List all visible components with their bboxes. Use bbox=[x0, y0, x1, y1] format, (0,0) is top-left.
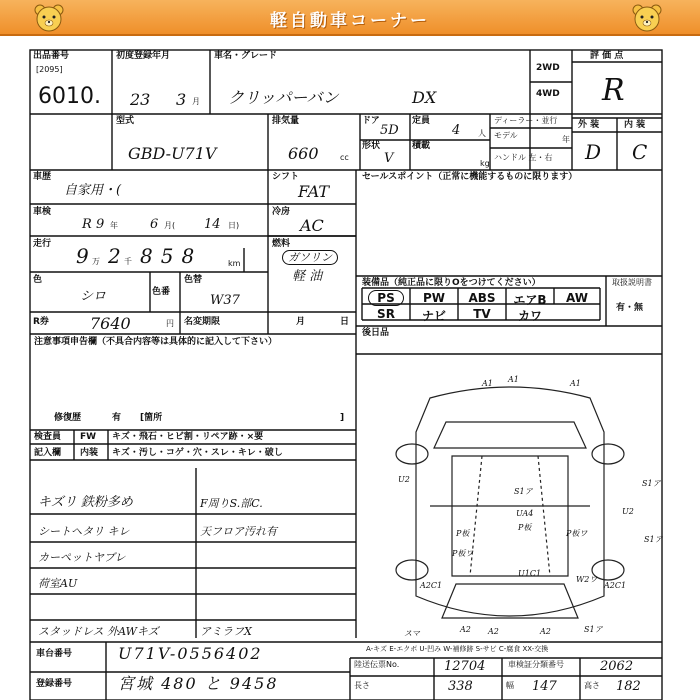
name-change-month: 月 bbox=[296, 317, 306, 327]
length-label: 長さ bbox=[354, 681, 370, 690]
card-label: 陸送伝票No. bbox=[354, 660, 400, 669]
mark-p-right: P板ワ bbox=[566, 529, 588, 538]
shift-value: FAT bbox=[298, 182, 330, 201]
remark-right-2: 天フロア汚れ有 bbox=[200, 525, 277, 538]
mark-p-left: P板 bbox=[456, 529, 470, 538]
name-label: 車名・グレード bbox=[214, 51, 278, 61]
bear-mascot-icon bbox=[630, 3, 664, 33]
equip-sr: SR bbox=[377, 307, 395, 321]
fuel-label: 燃料 bbox=[272, 239, 291, 249]
mark-s1-right: S1ア bbox=[642, 479, 661, 488]
height-label: 高さ bbox=[584, 681, 600, 690]
mark-a1-front-mid: A1 bbox=[508, 375, 519, 384]
mark-s1-top: S1ア bbox=[514, 487, 533, 496]
model-code: GBD-U71V bbox=[128, 144, 217, 163]
color-no-label: 色番 bbox=[152, 287, 171, 297]
banner-title: 軽自動車コーナー bbox=[270, 11, 430, 31]
repair-label: 修復歴 bbox=[54, 413, 82, 423]
drive-2wd: 2WD bbox=[536, 63, 560, 73]
model-year-label: モデル bbox=[494, 131, 518, 140]
chassis-label: 車台番号 bbox=[36, 649, 73, 659]
equip-aw: AW bbox=[566, 291, 588, 305]
mark-p-left-rear: P板ワ bbox=[452, 549, 474, 558]
mark-u2-right: U2 bbox=[622, 507, 634, 516]
mark-a1-front-right: A1 bbox=[570, 379, 581, 388]
grade: DX bbox=[412, 88, 437, 107]
equip-ps: PS bbox=[368, 290, 404, 306]
fw-head: FW bbox=[80, 432, 97, 442]
door-value: 5D bbox=[380, 123, 399, 138]
inspect-month: 6 bbox=[150, 217, 159, 232]
drive-4wd: 4WD bbox=[536, 89, 560, 99]
mark-w2: W2ワ bbox=[576, 575, 598, 584]
mileage-rest: 858 bbox=[140, 244, 203, 268]
mark-a2c1-left: A2C1 bbox=[420, 581, 443, 590]
mark-s1-right-rear: S1ア bbox=[644, 535, 663, 544]
mileage-unit: km bbox=[228, 259, 241, 268]
mark-a2-rear-right: A2 bbox=[540, 627, 551, 636]
header-banner bbox=[0, 0, 700, 36]
capacity-label: 定員 bbox=[412, 116, 431, 126]
inspect-year: 9 bbox=[96, 217, 105, 232]
repair-end: ] bbox=[340, 413, 345, 423]
owner-manual-value: 有・無 bbox=[616, 303, 644, 313]
usage-label: 車歴 bbox=[33, 172, 52, 182]
recycle-value: 7640 bbox=[90, 314, 131, 333]
lot-number: 6010. bbox=[38, 84, 101, 109]
reg-no-label: 登録番号 bbox=[36, 679, 73, 689]
mark-a1-front-left: A1 bbox=[482, 379, 493, 388]
chassis-number: U71V-0556402 bbox=[118, 644, 263, 663]
dealer-label: ディーラー・並行 bbox=[494, 116, 558, 125]
lot-label: 出品番号 bbox=[33, 51, 70, 61]
capacity-unit: 人 bbox=[478, 129, 486, 138]
inspect-label: 車検 bbox=[33, 207, 52, 217]
length-value: 338 bbox=[448, 679, 473, 694]
mark-p-roof: P板 bbox=[518, 523, 532, 532]
owner-manual-label: 取扱説明書 bbox=[612, 278, 652, 287]
color-code: W37 bbox=[210, 293, 240, 308]
equip-airbag: エアB bbox=[513, 293, 547, 307]
repair-value: 有 bbox=[112, 413, 122, 423]
color-code-label: 色替 bbox=[184, 275, 203, 285]
equip-navi: ナビ bbox=[421, 309, 446, 323]
notes-label: 注意事項申告欄（不具合内容等は具体的に記入して下さい） bbox=[34, 337, 278, 347]
cc-unit: cc bbox=[340, 153, 349, 162]
auction-sheet bbox=[0, 36, 700, 700]
remark-left-3: カーペットヤブレ bbox=[38, 551, 126, 564]
mark-u2-left: U2 bbox=[398, 475, 410, 484]
reg-month: 3 bbox=[176, 90, 187, 109]
mark-sma: スマ bbox=[404, 629, 420, 638]
interior-head: 内装 bbox=[80, 448, 99, 458]
fw-defects: キズ・飛石・ヒビ割・リペア跡・×要 bbox=[112, 432, 264, 442]
handle-label: ハンドル 左・右 bbox=[494, 153, 553, 162]
door-label: ドア bbox=[362, 116, 380, 126]
cc-value: 660 bbox=[288, 144, 319, 163]
mark-s1-rear: S1ア bbox=[584, 625, 603, 634]
recycle-label: R券 bbox=[33, 317, 49, 327]
remark-left-1: キズリ 鉄粉多め bbox=[38, 495, 133, 510]
equipment-label: 装備品（純正品に限りOをつけてください） bbox=[362, 278, 541, 288]
ext-label: 外 装 bbox=[578, 120, 600, 130]
fuel-diesel: 軽 油 bbox=[292, 269, 323, 284]
shape-label: 形状 bbox=[362, 141, 381, 151]
cool-label: 冷房 bbox=[272, 207, 291, 217]
capacity-value: 4 bbox=[452, 123, 461, 138]
inspector-label: 検査員 bbox=[34, 432, 62, 442]
sales-point-label: セールスポイント（正常に機能するものに限ります） bbox=[362, 172, 578, 182]
equip-leather: カワ bbox=[517, 309, 542, 323]
seq-value: 2062 bbox=[600, 659, 634, 674]
score-label: 評 価 点 bbox=[590, 51, 624, 61]
reg-year: 23 bbox=[130, 90, 151, 109]
interior-defects: キズ・汚し・コゲ・穴・スレ・キレ・破し bbox=[112, 448, 283, 458]
width-label: 幅 bbox=[506, 681, 514, 690]
inspector-label-2: 記入欄 bbox=[34, 448, 62, 458]
mark-a2-rear-mid: A2 bbox=[488, 627, 499, 636]
car-name: クリッパーバン bbox=[228, 88, 339, 107]
int-label: 内 装 bbox=[624, 120, 646, 130]
remark-left-2: シートヘタリ キレ bbox=[38, 525, 130, 538]
card-value: 12704 bbox=[444, 659, 486, 674]
model-label: 型式 bbox=[116, 116, 135, 126]
mileage-sen-unit: 千 bbox=[124, 257, 132, 266]
mark-a2c1-right: A2C1 bbox=[604, 581, 627, 590]
mileage-man-unit: 万 bbox=[92, 257, 100, 266]
usage-value: 自家用・( bbox=[64, 183, 122, 198]
repair-place: [箇所 bbox=[140, 413, 163, 423]
color-label: 色 bbox=[33, 275, 43, 285]
mileage-label: 走行 bbox=[33, 239, 52, 249]
inspect-year-unit: 年 bbox=[110, 221, 118, 230]
mark-u1c1: U1C1 bbox=[518, 569, 542, 578]
overall-score: R bbox=[602, 73, 625, 108]
diagram-legend: A-キズ E-エクボ U-凹み W-補修跡 S-サビ C-腐食 XX-交換 bbox=[366, 645, 549, 653]
shift-label: シフト bbox=[272, 172, 300, 182]
shape-value: V bbox=[384, 151, 394, 166]
load-label: 積載 bbox=[412, 141, 431, 151]
reg-number: 宮城 480 と 9458 bbox=[118, 674, 279, 693]
name-change-label: 名変期限 bbox=[184, 317, 221, 327]
remark-right-1: F周りS.部C. bbox=[200, 497, 263, 510]
remark-right-3: アミラフX bbox=[200, 625, 252, 638]
lot-sub: [2095] bbox=[36, 65, 63, 74]
mileage-man: 9 bbox=[76, 244, 89, 268]
inspect-day: 14 bbox=[204, 217, 221, 232]
equip-tv: TV bbox=[473, 307, 491, 321]
height-value: 182 bbox=[616, 679, 641, 694]
inspect-day-unit: 日) bbox=[228, 221, 240, 230]
inspect-month-unit: 月( bbox=[164, 221, 176, 230]
int-score: C bbox=[632, 140, 648, 164]
name-change-day: 日 bbox=[340, 317, 350, 327]
remark-left-4: 荷室AU bbox=[38, 577, 78, 590]
mark-ua4: UA4 bbox=[516, 509, 534, 518]
reg-month-unit: 月 bbox=[192, 97, 200, 106]
reg-label: 初度登録年月 bbox=[116, 51, 171, 61]
remark-left-5: スタッドレス 外AWキズ bbox=[38, 625, 159, 638]
mileage-sen: 2 bbox=[108, 244, 121, 268]
recycle-unit: 円 bbox=[166, 319, 174, 328]
ext-score: D bbox=[585, 140, 602, 164]
load-unit: kg bbox=[480, 159, 490, 168]
sheet-grid bbox=[0, 36, 700, 700]
supplement-label: 後日品 bbox=[362, 328, 390, 338]
color-value: シロ bbox=[80, 289, 107, 304]
fuel-gasoline: ガソリン bbox=[282, 250, 338, 265]
equip-abs: ABS bbox=[468, 291, 496, 305]
equip-pw: PW bbox=[422, 291, 446, 305]
width-value: 147 bbox=[532, 679, 557, 694]
mark-a2-rear-left: A2 bbox=[460, 625, 471, 634]
cool-value: AC bbox=[300, 216, 324, 235]
inspect-era: R bbox=[82, 217, 92, 232]
cc-label: 排気量 bbox=[272, 116, 300, 126]
model-year-unit: 年 bbox=[562, 135, 570, 144]
seq-label: 車検証分類番号 bbox=[508, 660, 564, 669]
